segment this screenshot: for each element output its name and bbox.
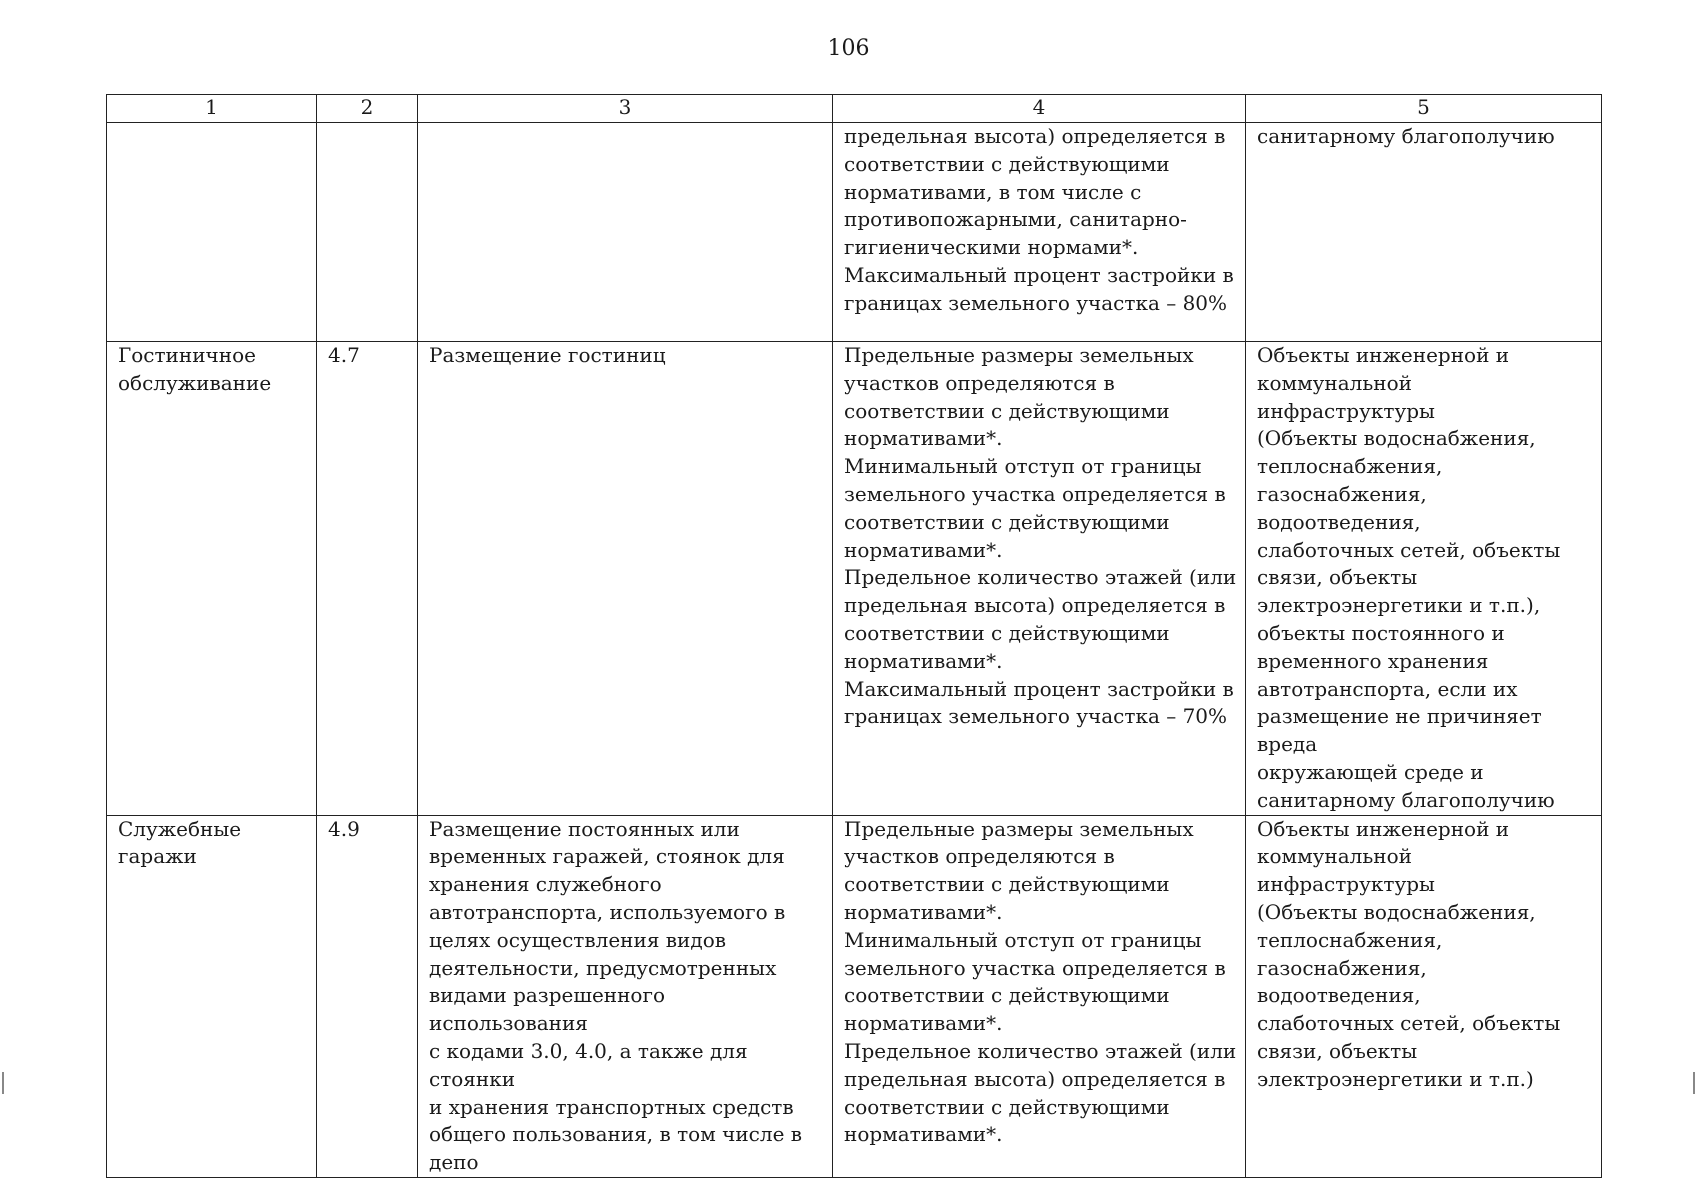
use-type-name-cell <box>107 123 317 342</box>
parameters-cell: Предельные размеры земельных участков определяются в соответствии с действующими нормативами*. Минимальный отступ от границы земельного участка определяется в соответствии с действующими нормативами*. Предельное количество этажей (или предельная высота) определяется в соответствии с действующими нормативами*. Максимальный процент застройки в границах земельного участка – 70% <box>833 342 1246 816</box>
table-row-hotel-services <box>107 342 1602 816</box>
column-header-1: 1 <box>107 95 317 123</box>
header-row <box>107 95 1602 123</box>
page-number: 106 <box>827 36 870 61</box>
scan-edge-mark-right <box>1693 1072 1695 1094</box>
auxiliary-uses-cell: Объекты инженерной и коммунальной инфраструктуры (Объекты водоснабжения, теплоснабжения, газоснабжения, водоотведения, слаботочных сетей, объекты связи, объекты электроэнергетики и т.п.) <box>1246 815 1602 1177</box>
column-header-3: 3 <box>418 95 833 123</box>
table-row-service-garages <box>107 815 1602 1177</box>
use-description-cell: Размещение гостиниц <box>418 342 833 816</box>
land-use-table <box>106 94 1602 1178</box>
use-code-cell: 4.9 <box>317 815 418 1177</box>
parameters-cell: предельная высота) определяется в соответствии с действующими нормативами, в том числе с противопожарными, санитарно- гигиеническими нормами*. Максимальный процент застройки в границах земельного участка – 80% <box>833 123 1246 342</box>
table-row-continuation <box>107 123 1602 342</box>
parameters-cell: Предельные размеры земельных участков определяются в соответствии с действующими нормативами*. Минимальный отступ от границы земельного участка определяется в соответствии с действующими нормативами*. Предельное количество этажей (или предельная высота) определяется в соответствии с действующими нормативами*. <box>833 815 1246 1177</box>
use-code-cell: 4.7 <box>317 342 418 816</box>
auxiliary-uses-cell: Объекты инженерной и коммунальной инфраструктуры (Объекты водоснабжения, теплоснабжения, газоснабжения, водоотведения, слаботочных сетей, объекты связи, объекты электроэнергетики и т.п.), объекты постоянного и временного хранения автотранспорта, если их размещение не причиняет вреда окружающей среде и санитарному благополучию <box>1246 342 1602 816</box>
auxiliary-uses-cell: санитарному благополучию <box>1246 123 1602 342</box>
use-type-name-cell: Гостиничное обслуживание <box>107 342 317 816</box>
column-header-2: 2 <box>317 95 418 123</box>
use-description-cell: Размещение постоянных или временных гаражей, стоянок для хранения служебного автотранспорта, используемого в целях осуществления видов деятельности, предусмотренных видами разрешенного использования с кодами 3.0, 4.0, а также для стоянки и хранения транспортных средств общего пользования, в том числе в депо <box>418 815 833 1177</box>
use-type-name-cell: Служебные гаражи <box>107 815 317 1177</box>
column-header-4: 4 <box>833 95 1246 123</box>
use-code-cell <box>317 123 418 342</box>
column-header-5: 5 <box>1246 95 1602 123</box>
scan-edge-mark-left <box>2 1072 4 1094</box>
use-description-cell <box>418 123 833 342</box>
